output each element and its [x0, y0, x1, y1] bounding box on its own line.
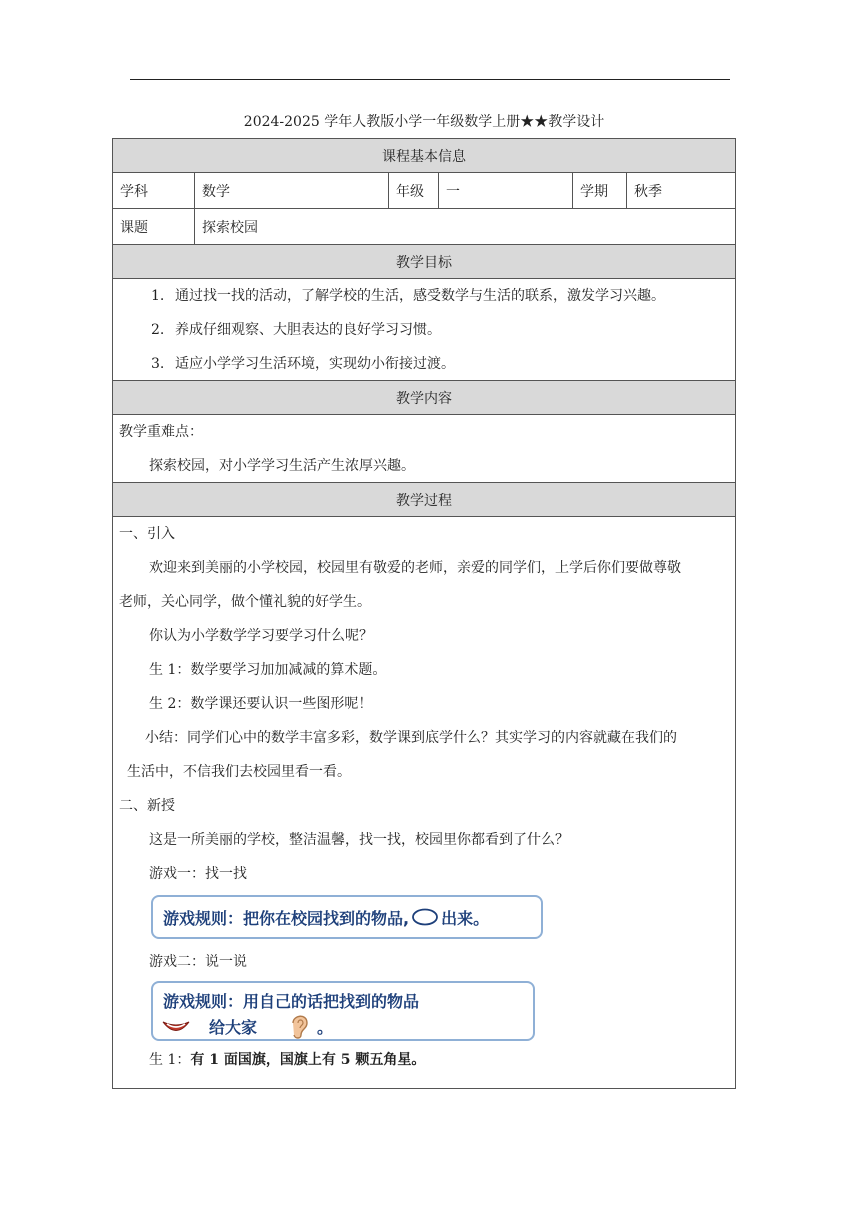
term-label: 学期	[573, 173, 627, 208]
game2-rule-text-end: 。	[317, 1018, 334, 1037]
summary-line: 小结：同学们心中的数学丰富多彩，数学课到底学什么？其实学习的内容就藏在我们的	[145, 730, 677, 746]
student-answer-prefix: 生 1：	[149, 1052, 191, 1068]
game2-label: 游戏二：说一说	[149, 954, 247, 970]
student-answer: 生 2：数学课还要认识一些图形呢！	[149, 696, 373, 712]
circle-mark-icon	[411, 908, 439, 926]
ear-icon	[289, 1011, 311, 1039]
section-header-goals: 教学目标	[113, 245, 735, 279]
game1-rule-card	[151, 895, 543, 939]
student-answer-bold: 有 1 面国旗，国旗上有 5 颗五角星。	[190, 1052, 426, 1068]
goal-item	[113, 313, 735, 347]
goal-text: 通过找一找的活动，了解学校的生活，感受数学与生活的联系，激发学习兴趣。	[175, 288, 665, 304]
game1-rule-text: 游戏规则：把你在校园找到的物品,	[163, 908, 410, 928]
intro2-text: 这是一所美丽的学校，整洁温馨，找一找，校园里你都看到了什么？	[149, 832, 569, 848]
lesson-plan-table	[112, 138, 736, 1089]
question-text: 你认为小学数学学习要学习什么呢？	[149, 628, 373, 644]
section-header-basic-info: 课程基本信息	[113, 139, 735, 173]
topic-value: 探索校园	[202, 219, 258, 236]
header-rule	[130, 79, 730, 80]
part1-heading: 一、引入	[119, 526, 175, 542]
game1-label: 游戏一：找一找	[149, 866, 247, 882]
game2-rule-text: 给大家	[209, 1018, 258, 1037]
goal-number: 1.	[151, 288, 165, 304]
key-points-label: 教学重难点：	[119, 424, 203, 440]
intro-paragraph-line: 欢迎来到美丽的小学校园，校园里有敬爱的老师，亲爱的同学们，上学后你们要做尊敬	[149, 560, 681, 576]
process-body	[113, 517, 735, 1088]
info-row-topic	[113, 209, 735, 245]
summary-line: 生活中，不信我们去校园里看一看。	[127, 764, 351, 780]
mouth-icon	[161, 1019, 191, 1035]
game2-rule-text: 游戏规则：用自己的话把找到的物品	[163, 992, 420, 1011]
subject-value: 数学	[195, 173, 389, 208]
topic-label: 课题	[113, 209, 195, 244]
goals-list	[113, 279, 735, 381]
term-value: 秋季	[634, 183, 662, 200]
section-header-content: 教学内容	[113, 381, 735, 415]
info-row-subject	[113, 173, 735, 209]
goal-item	[113, 347, 735, 381]
student-answer-bold-line	[113, 1043, 735, 1077]
goal-number: 3.	[151, 356, 165, 372]
game1-rule-text-end: 出来。	[441, 908, 490, 928]
goal-text: 养成仔细观察、大胆表达的良好学习习惯。	[175, 322, 441, 338]
goal-text: 适应小学学习生活环境，实现幼小衔接过渡。	[175, 356, 455, 372]
document-title: 2024-2025 学年人教版小学一年级数学上册★★教学设计	[243, 114, 605, 130]
grade-label: 年级	[389, 173, 439, 208]
intro-paragraph-line: 老师，关心同学，做个懂礼貌的好学生。	[119, 594, 371, 610]
subject-label: 学科	[113, 173, 195, 208]
student-answer: 生 1：数学要学习加加减减的算术题。	[149, 662, 387, 678]
goal-item	[113, 279, 735, 313]
content-body	[113, 415, 735, 483]
game2-rule-card	[151, 981, 535, 1041]
grade-value: 一	[439, 173, 573, 208]
goal-number: 2.	[151, 322, 165, 338]
key-points-text: 探索校园，对小学学习生活产生浓厚兴趣。	[149, 458, 415, 474]
section-header-process: 教学过程	[113, 483, 735, 517]
part2-heading: 二、新授	[119, 798, 175, 814]
